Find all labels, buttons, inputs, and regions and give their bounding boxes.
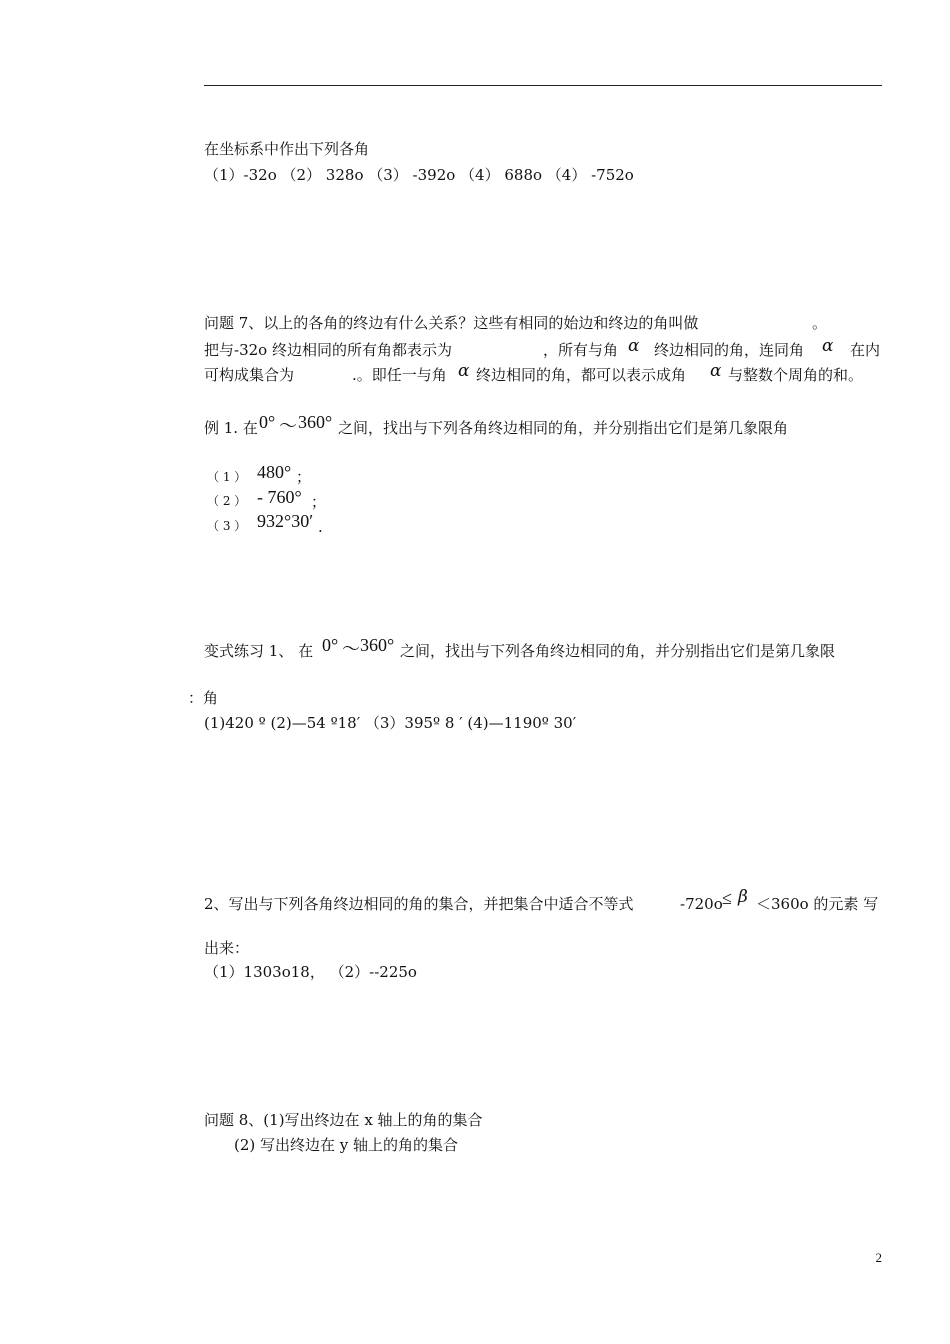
q2-ineq-end: ＜360o 的元素 写 <box>756 895 879 913</box>
variant1-items: (1)420 º (2)—54 º18′ （3）395º 8 ′ (4)—1190º 30′ <box>204 714 577 732</box>
q7-line1-end: 。 <box>812 314 828 332</box>
range-start: 0° <box>322 635 339 655</box>
variant1-prefix: 变式练习 1、 在 <box>204 642 314 660</box>
item-end: ； <box>311 493 327 511</box>
q2-ineq-start: -720o <box>680 895 723 913</box>
q7-line3-a: 可构成集合为 <box>204 366 295 384</box>
q7-line3-c: 终边相同的角，都可以表示成角 <box>476 366 687 384</box>
variant1-question: 之间，找出与下列各角终边相同的角，并分别指出它们是第几象限 <box>400 642 836 660</box>
page-number: 2 <box>875 1250 882 1265</box>
example1-prefix: 例 1. 在 <box>204 419 258 437</box>
alpha-symbol: α <box>822 336 834 356</box>
range-tilde: ～ <box>279 416 297 436</box>
q7-line2-b: ，所有与角 <box>543 341 619 359</box>
variant1-line2: ：角 <box>188 689 219 707</box>
item-end: . <box>318 518 323 536</box>
q7-line1: 问题 7、以上的各角的终边有什么关系？这些有相同的始边和终边的角叫做 <box>204 314 699 332</box>
leq-symbol: ≤ <box>722 888 732 908</box>
header-rule <box>204 85 882 86</box>
range-start: 0° <box>259 412 276 432</box>
q8-line2: (2) 写出终边在 y 轴上的角的集合 <box>234 1136 459 1154</box>
example1-question: 之间，找出与下列各角终边相同的角，并分别指出它们是第几象限角 <box>338 419 789 437</box>
q7-line3-b: .。即任一与角 <box>352 366 447 384</box>
q7-line2-d: 在内 <box>850 341 881 359</box>
alpha-symbol: α <box>710 361 722 381</box>
range-tilde: ～ <box>342 639 360 659</box>
task-angle-list: （1）-32o （2） 328o （3） -392o （4） 688o （4） -752o <box>204 166 634 184</box>
item-end: ； <box>296 468 312 486</box>
item-number: （ 3 ） <box>207 519 247 533</box>
item-number: （ 1 ） <box>207 470 247 484</box>
q7-line2-a: 把与-32o 终边相同的所有角都表示为 <box>204 341 452 359</box>
alpha-symbol: α <box>458 361 470 381</box>
alpha-symbol: α <box>628 336 640 356</box>
q7-line3-d: 与整数个周角的和。 <box>728 366 864 384</box>
range-end: 360° <box>298 412 333 432</box>
item-value: 480° <box>257 462 292 482</box>
q8-line1: 问题 8、(1)写出终边在 x 轴上的角的集合 <box>204 1111 483 1129</box>
item-number: （ 2 ） <box>207 494 247 508</box>
q2-items: （1）1303o18， （2）--225o <box>204 963 417 981</box>
item-value: - 760° <box>257 487 302 507</box>
q7-line2-c: 终边相同的角，连同角 <box>654 341 805 359</box>
beta-symbol: β <box>738 887 748 907</box>
item-value: 932°30′ <box>257 511 314 531</box>
q2-line2: 出来： <box>204 939 250 957</box>
range-end: 360° <box>360 635 395 655</box>
q2-line1: 2、写出与下列各角终边相同的角的集合，并把集合中适合不等式 <box>204 895 634 913</box>
task-instruction: 在坐标系中作出下列各角 <box>204 140 370 158</box>
